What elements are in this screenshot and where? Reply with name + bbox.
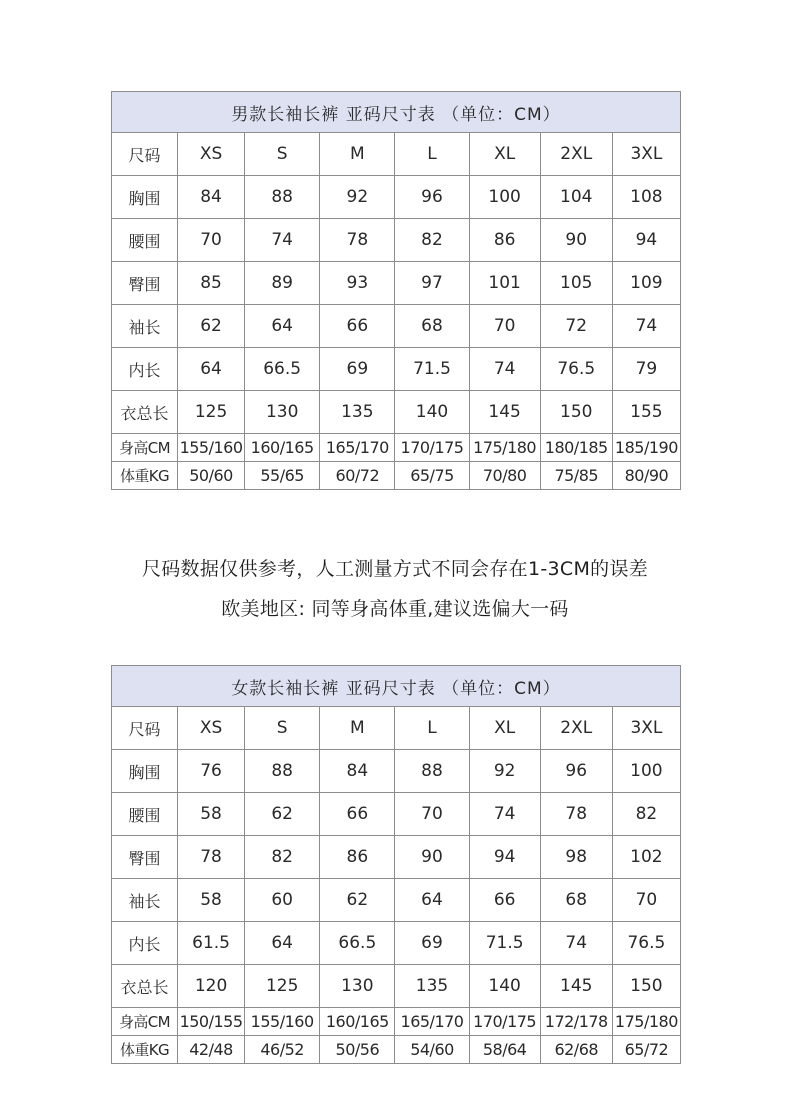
women-cell: 92 bbox=[469, 750, 540, 793]
women-cell: 76.5 bbox=[612, 922, 680, 965]
men-cell: 74 bbox=[245, 219, 320, 262]
women-cell: 160/165 bbox=[320, 1008, 395, 1036]
size-disclaimer-note: 尺码数据仅供参考，人工测量方式不同会存在1-3CM的误差 bbox=[141, 558, 649, 580]
women-cell: 170/175 bbox=[469, 1008, 540, 1036]
men-cell: 165/170 bbox=[320, 434, 395, 462]
men-row-label: 衣总长 bbox=[112, 391, 178, 434]
men-cell: 79 bbox=[612, 348, 680, 391]
men-table-title: 男款长袖长裤 亚码尺寸表 （单位：CM） bbox=[112, 92, 681, 133]
women-table-row bbox=[112, 707, 681, 750]
men-row-label: 袖长 bbox=[112, 305, 178, 348]
men-cell: 74 bbox=[612, 305, 680, 348]
women-cell: 69 bbox=[395, 922, 469, 965]
men-table-row bbox=[112, 176, 681, 219]
men-cell: XS bbox=[178, 133, 245, 176]
men-cell: 88 bbox=[245, 176, 320, 219]
women-cell: 98 bbox=[540, 836, 612, 879]
men-cell: 180/185 bbox=[540, 434, 612, 462]
region-advice-note: 欧美地区: 同等身高体重,建议选偏大一码 bbox=[221, 598, 569, 620]
women-cell: 68 bbox=[540, 879, 612, 922]
men-cell: 135 bbox=[320, 391, 395, 434]
men-table-row bbox=[112, 348, 681, 391]
women-row-label: 体重KG bbox=[112, 1036, 178, 1064]
men-row-label: 腰围 bbox=[112, 219, 178, 262]
men-row-label: 臀围 bbox=[112, 262, 178, 305]
men-cell: 72 bbox=[540, 305, 612, 348]
men-cell: 94 bbox=[612, 219, 680, 262]
men-cell: L bbox=[395, 133, 469, 176]
men-cell: 70/80 bbox=[469, 462, 540, 490]
men-cell: 70 bbox=[469, 305, 540, 348]
men-cell: 101 bbox=[469, 262, 540, 305]
women-cell: 58/64 bbox=[469, 1036, 540, 1064]
men-table-row bbox=[112, 262, 681, 305]
men-row-label: 身高CM bbox=[112, 434, 178, 462]
men-cell: 175/180 bbox=[469, 434, 540, 462]
women-cell: 175/180 bbox=[612, 1008, 680, 1036]
women-table-row bbox=[112, 793, 681, 836]
women-cell: 78 bbox=[178, 836, 245, 879]
men-cell: S bbox=[245, 133, 320, 176]
men-cell: 55/65 bbox=[245, 462, 320, 490]
women-table-row bbox=[112, 922, 681, 965]
women-cell: S bbox=[245, 707, 320, 750]
women-cell: 50/56 bbox=[320, 1036, 395, 1064]
women-cell: 135 bbox=[395, 965, 469, 1008]
men-cell: 96 bbox=[395, 176, 469, 219]
men-cell: 90 bbox=[540, 219, 612, 262]
women-cell: 150/155 bbox=[178, 1008, 245, 1036]
men-table-row bbox=[112, 219, 681, 262]
men-table-row bbox=[112, 434, 681, 462]
women-cell: 150 bbox=[612, 965, 680, 1008]
men-cell: 105 bbox=[540, 262, 612, 305]
women-cell: XS bbox=[178, 707, 245, 750]
men-cell: 89 bbox=[245, 262, 320, 305]
men-cell: 2XL bbox=[540, 133, 612, 176]
women-table-title: 女款长袖长裤 亚码尺寸表 （单位：CM） bbox=[112, 666, 681, 707]
men-cell: 71.5 bbox=[395, 348, 469, 391]
men-cell: 82 bbox=[395, 219, 469, 262]
women-cell: 66.5 bbox=[320, 922, 395, 965]
women-cell: 76 bbox=[178, 750, 245, 793]
men-row-label: 胸围 bbox=[112, 176, 178, 219]
women-cell: 145 bbox=[540, 965, 612, 1008]
women-cell: 70 bbox=[612, 879, 680, 922]
women-table-row bbox=[112, 836, 681, 879]
men-cell: 170/175 bbox=[395, 434, 469, 462]
men-table-row bbox=[112, 391, 681, 434]
men-cell: 68 bbox=[395, 305, 469, 348]
men-table-row bbox=[112, 462, 681, 490]
women-size-table bbox=[111, 665, 681, 1064]
men-cell: 150 bbox=[540, 391, 612, 434]
men-cell: 100 bbox=[469, 176, 540, 219]
men-cell: 84 bbox=[178, 176, 245, 219]
women-cell: 3XL bbox=[612, 707, 680, 750]
men-cell: 145 bbox=[469, 391, 540, 434]
women-cell: 60 bbox=[245, 879, 320, 922]
men-cell: 160/165 bbox=[245, 434, 320, 462]
women-cell: 62 bbox=[245, 793, 320, 836]
women-cell: 42/48 bbox=[178, 1036, 245, 1064]
men-cell: 155/160 bbox=[178, 434, 245, 462]
women-row-label: 臀围 bbox=[112, 836, 178, 879]
men-cell: 80/90 bbox=[612, 462, 680, 490]
women-cell: 125 bbox=[245, 965, 320, 1008]
women-cell: 62/68 bbox=[540, 1036, 612, 1064]
men-cell: 97 bbox=[395, 262, 469, 305]
men-cell: 65/75 bbox=[395, 462, 469, 490]
women-cell: 120 bbox=[178, 965, 245, 1008]
women-table-row bbox=[112, 1036, 681, 1064]
men-cell: 74 bbox=[469, 348, 540, 391]
women-cell: 155/160 bbox=[245, 1008, 320, 1036]
women-table-row bbox=[112, 1008, 681, 1036]
women-cell: 64 bbox=[245, 922, 320, 965]
women-cell: 165/170 bbox=[395, 1008, 469, 1036]
women-cell: 65/72 bbox=[612, 1036, 680, 1064]
women-cell: 88 bbox=[395, 750, 469, 793]
men-title-row bbox=[112, 92, 681, 133]
women-table-row bbox=[112, 750, 681, 793]
women-cell: 140 bbox=[469, 965, 540, 1008]
men-table-row bbox=[112, 305, 681, 348]
women-row-label: 袖长 bbox=[112, 879, 178, 922]
women-cell: 82 bbox=[245, 836, 320, 879]
men-cell: 109 bbox=[612, 262, 680, 305]
men-cell: 155 bbox=[612, 391, 680, 434]
men-cell: 66 bbox=[320, 305, 395, 348]
men-cell: 62 bbox=[178, 305, 245, 348]
women-cell: 74 bbox=[540, 922, 612, 965]
men-cell: 64 bbox=[245, 305, 320, 348]
women-cell: 78 bbox=[540, 793, 612, 836]
women-cell: 58 bbox=[178, 879, 245, 922]
men-cell: 108 bbox=[612, 176, 680, 219]
women-cell: 82 bbox=[612, 793, 680, 836]
men-cell: 92 bbox=[320, 176, 395, 219]
women-cell: 71.5 bbox=[469, 922, 540, 965]
men-cell: 60/72 bbox=[320, 462, 395, 490]
men-cell: 78 bbox=[320, 219, 395, 262]
women-cell: L bbox=[395, 707, 469, 750]
women-row-label: 身高CM bbox=[112, 1008, 178, 1036]
men-cell: 75/85 bbox=[540, 462, 612, 490]
women-cell: 86 bbox=[320, 836, 395, 879]
women-table-row bbox=[112, 965, 681, 1008]
men-cell: 85 bbox=[178, 262, 245, 305]
women-cell: 46/52 bbox=[245, 1036, 320, 1064]
women-cell: 102 bbox=[612, 836, 680, 879]
men-cell: 76.5 bbox=[540, 348, 612, 391]
women-cell: 64 bbox=[395, 879, 469, 922]
women-title-row bbox=[112, 666, 681, 707]
women-cell: 90 bbox=[395, 836, 469, 879]
men-row-label: 尺码 bbox=[112, 133, 178, 176]
women-cell: 61.5 bbox=[178, 922, 245, 965]
men-row-label: 体重KG bbox=[112, 462, 178, 490]
men-row-label: 内长 bbox=[112, 348, 178, 391]
men-cell: 3XL bbox=[612, 133, 680, 176]
men-cell: 104 bbox=[540, 176, 612, 219]
men-cell: M bbox=[320, 133, 395, 176]
women-row-label: 衣总长 bbox=[112, 965, 178, 1008]
women-cell: 88 bbox=[245, 750, 320, 793]
men-cell: 66.5 bbox=[245, 348, 320, 391]
women-cell: 58 bbox=[178, 793, 245, 836]
women-cell: 100 bbox=[612, 750, 680, 793]
women-cell: 130 bbox=[320, 965, 395, 1008]
women-row-label: 尺码 bbox=[112, 707, 178, 750]
men-cell: 64 bbox=[178, 348, 245, 391]
women-cell: 74 bbox=[469, 793, 540, 836]
men-cell: XL bbox=[469, 133, 540, 176]
women-table-row bbox=[112, 879, 681, 922]
women-row-label: 腰围 bbox=[112, 793, 178, 836]
men-cell: 86 bbox=[469, 219, 540, 262]
men-cell: 70 bbox=[178, 219, 245, 262]
men-size-table bbox=[111, 91, 681, 490]
women-cell: 2XL bbox=[540, 707, 612, 750]
women-cell: 94 bbox=[469, 836, 540, 879]
women-cell: XL bbox=[469, 707, 540, 750]
men-cell: 185/190 bbox=[612, 434, 680, 462]
women-cell: M bbox=[320, 707, 395, 750]
men-cell: 130 bbox=[245, 391, 320, 434]
women-cell: 66 bbox=[320, 793, 395, 836]
women-cell: 54/60 bbox=[395, 1036, 469, 1064]
men-cell: 125 bbox=[178, 391, 245, 434]
men-cell: 93 bbox=[320, 262, 395, 305]
men-cell: 69 bbox=[320, 348, 395, 391]
men-table-body bbox=[112, 92, 681, 490]
women-cell: 62 bbox=[320, 879, 395, 922]
women-cell: 70 bbox=[395, 793, 469, 836]
women-table-body bbox=[112, 666, 681, 1064]
women-cell: 96 bbox=[540, 750, 612, 793]
women-cell: 66 bbox=[469, 879, 540, 922]
women-cell: 172/178 bbox=[540, 1008, 612, 1036]
women-row-label: 胸围 bbox=[112, 750, 178, 793]
men-table-row bbox=[112, 133, 681, 176]
women-cell: 84 bbox=[320, 750, 395, 793]
men-cell: 140 bbox=[395, 391, 469, 434]
men-cell: 50/60 bbox=[178, 462, 245, 490]
women-row-label: 内长 bbox=[112, 922, 178, 965]
